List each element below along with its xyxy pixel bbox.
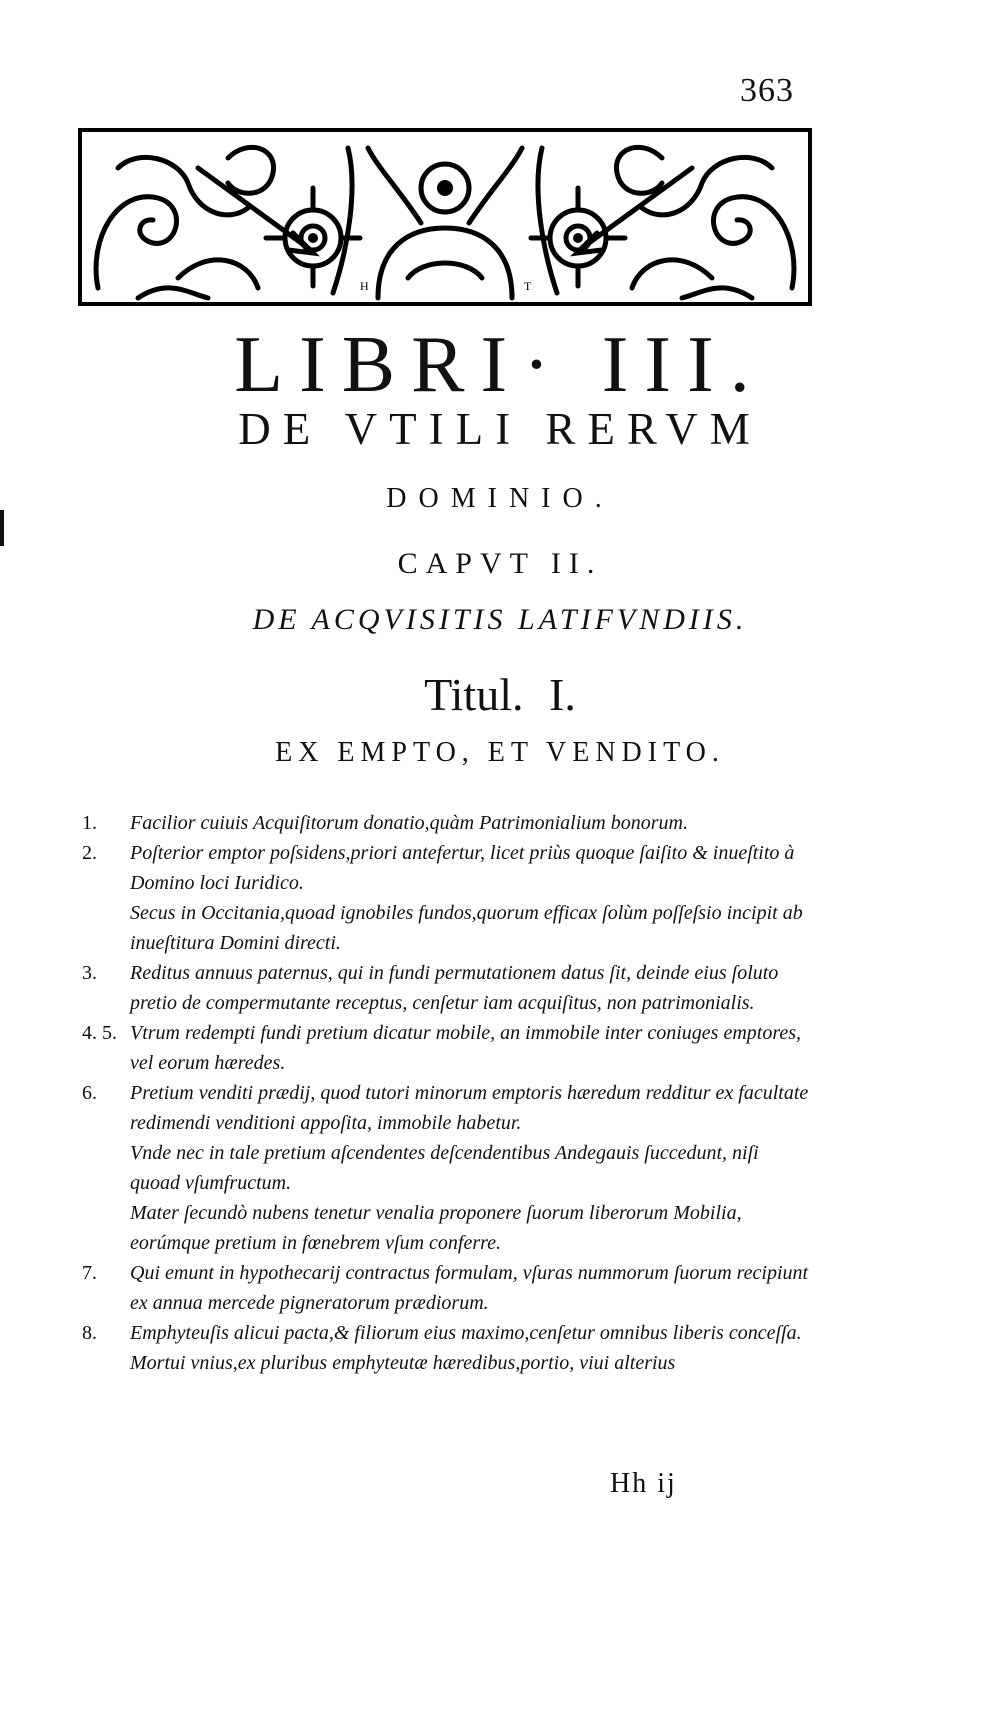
summary-item: [70, 1138, 810, 1198]
summary-item: [70, 1348, 810, 1378]
ornamental-headpiece: [78, 128, 812, 306]
summary-text: Mater ſecundò nubens tenetur venalia proponere ſuorum liberorum Mobilia, eorúmque pretium in fœnebrem vſum conferre.: [130, 1202, 742, 1254]
page-number: 363: [740, 72, 794, 109]
summary-number: 3.: [82, 962, 97, 984]
book-subtitle: DE VTILI RERVM: [238, 404, 762, 454]
summary-item: [70, 898, 810, 958]
summary-text: Pretium venditi prædij, quod tutori minorum emptoris hæredum redditur ex facultate redimendi venditioni appoſita, immobile habetur.: [130, 1082, 809, 1134]
summary-text: Reditus annuus paternus, qui in fundi permutationem datus ſit, deinde eius ſoluto pretio de compermutante receptus, cenſetur iam acquiſitus, non patrimonialis.: [130, 962, 779, 1014]
summary-item: [70, 958, 810, 1018]
summary-number: 1.: [82, 812, 97, 834]
summary-text: Emphyteuſis alicui pacta,& filiorum eius maximo,cenſetur omnibus liberis conceſſa.: [130, 1322, 802, 1344]
summary-item: [70, 838, 810, 898]
summary-number: 2.: [82, 842, 97, 864]
ornament-initial-right: T: [524, 279, 532, 293]
title-heading: Titul. I.: [424, 669, 576, 720]
book-subtitle-cont: DOMINIO.: [386, 483, 614, 514]
summary-text: Mortui vnius,ex pluribus emphyteutæ hæredibus,portio, viui alterius: [130, 1352, 676, 1374]
signature-mark: Hh ij: [610, 1468, 677, 1499]
summary-number: 8.: [82, 1322, 97, 1344]
summary-text: Facilior cuiuis Acquiſitorum donatio,quàm Patrimonialium bonorum.: [130, 812, 688, 834]
summary-number: 6.: [82, 1082, 97, 1104]
book-title: LIBRI· III.: [234, 321, 766, 409]
summary-text: Poſterior emptor poſsidens,priori antefertur, licet priùs quoque ſaiſito & inueſtito à Domino loci Iuridico.: [130, 842, 795, 894]
summary-text: Secus in Occitania,quoad ignobiles fundos,quorum efficax ſolùm poſſeſsio incipit ab inueſtitura Domini directi.: [130, 902, 803, 954]
summary-item: [70, 1078, 810, 1138]
summary-item: [70, 1198, 810, 1258]
summary-item: [70, 1318, 810, 1348]
ornament-initial-left: H: [360, 279, 369, 293]
chapter-heading: CAPVT II.: [397, 547, 603, 580]
summary-number: 7.: [82, 1262, 97, 1284]
summary-item: [70, 1258, 810, 1318]
summary-list: [70, 808, 810, 1378]
chapter-title: DE ACQVISITIS LATIFVNDIIS.: [252, 603, 748, 636]
summary-text: Qui emunt in hypothecarij contractus formulam, vſuras nummorum ſuorum recipiunt ex annua mercede pigneratorum prædiorum.: [130, 1262, 809, 1314]
summary-number: 4. 5.: [82, 1022, 117, 1044]
summary-text: Vtrum redempti fundi pretium dicatur mobile, an immobile inter coniuges emptores, vel eorum hæredes.: [130, 1022, 802, 1074]
summary-text: Vnde nec in tale pretium aſcendentes deſcendentibus Andegauis ſuccedunt, niſi quoad vſumfructum.: [130, 1142, 759, 1194]
summary-item: [70, 808, 810, 838]
title-subject: EX EMPTO, ET VENDITO.: [275, 737, 725, 768]
summary-item: [70, 1018, 810, 1078]
